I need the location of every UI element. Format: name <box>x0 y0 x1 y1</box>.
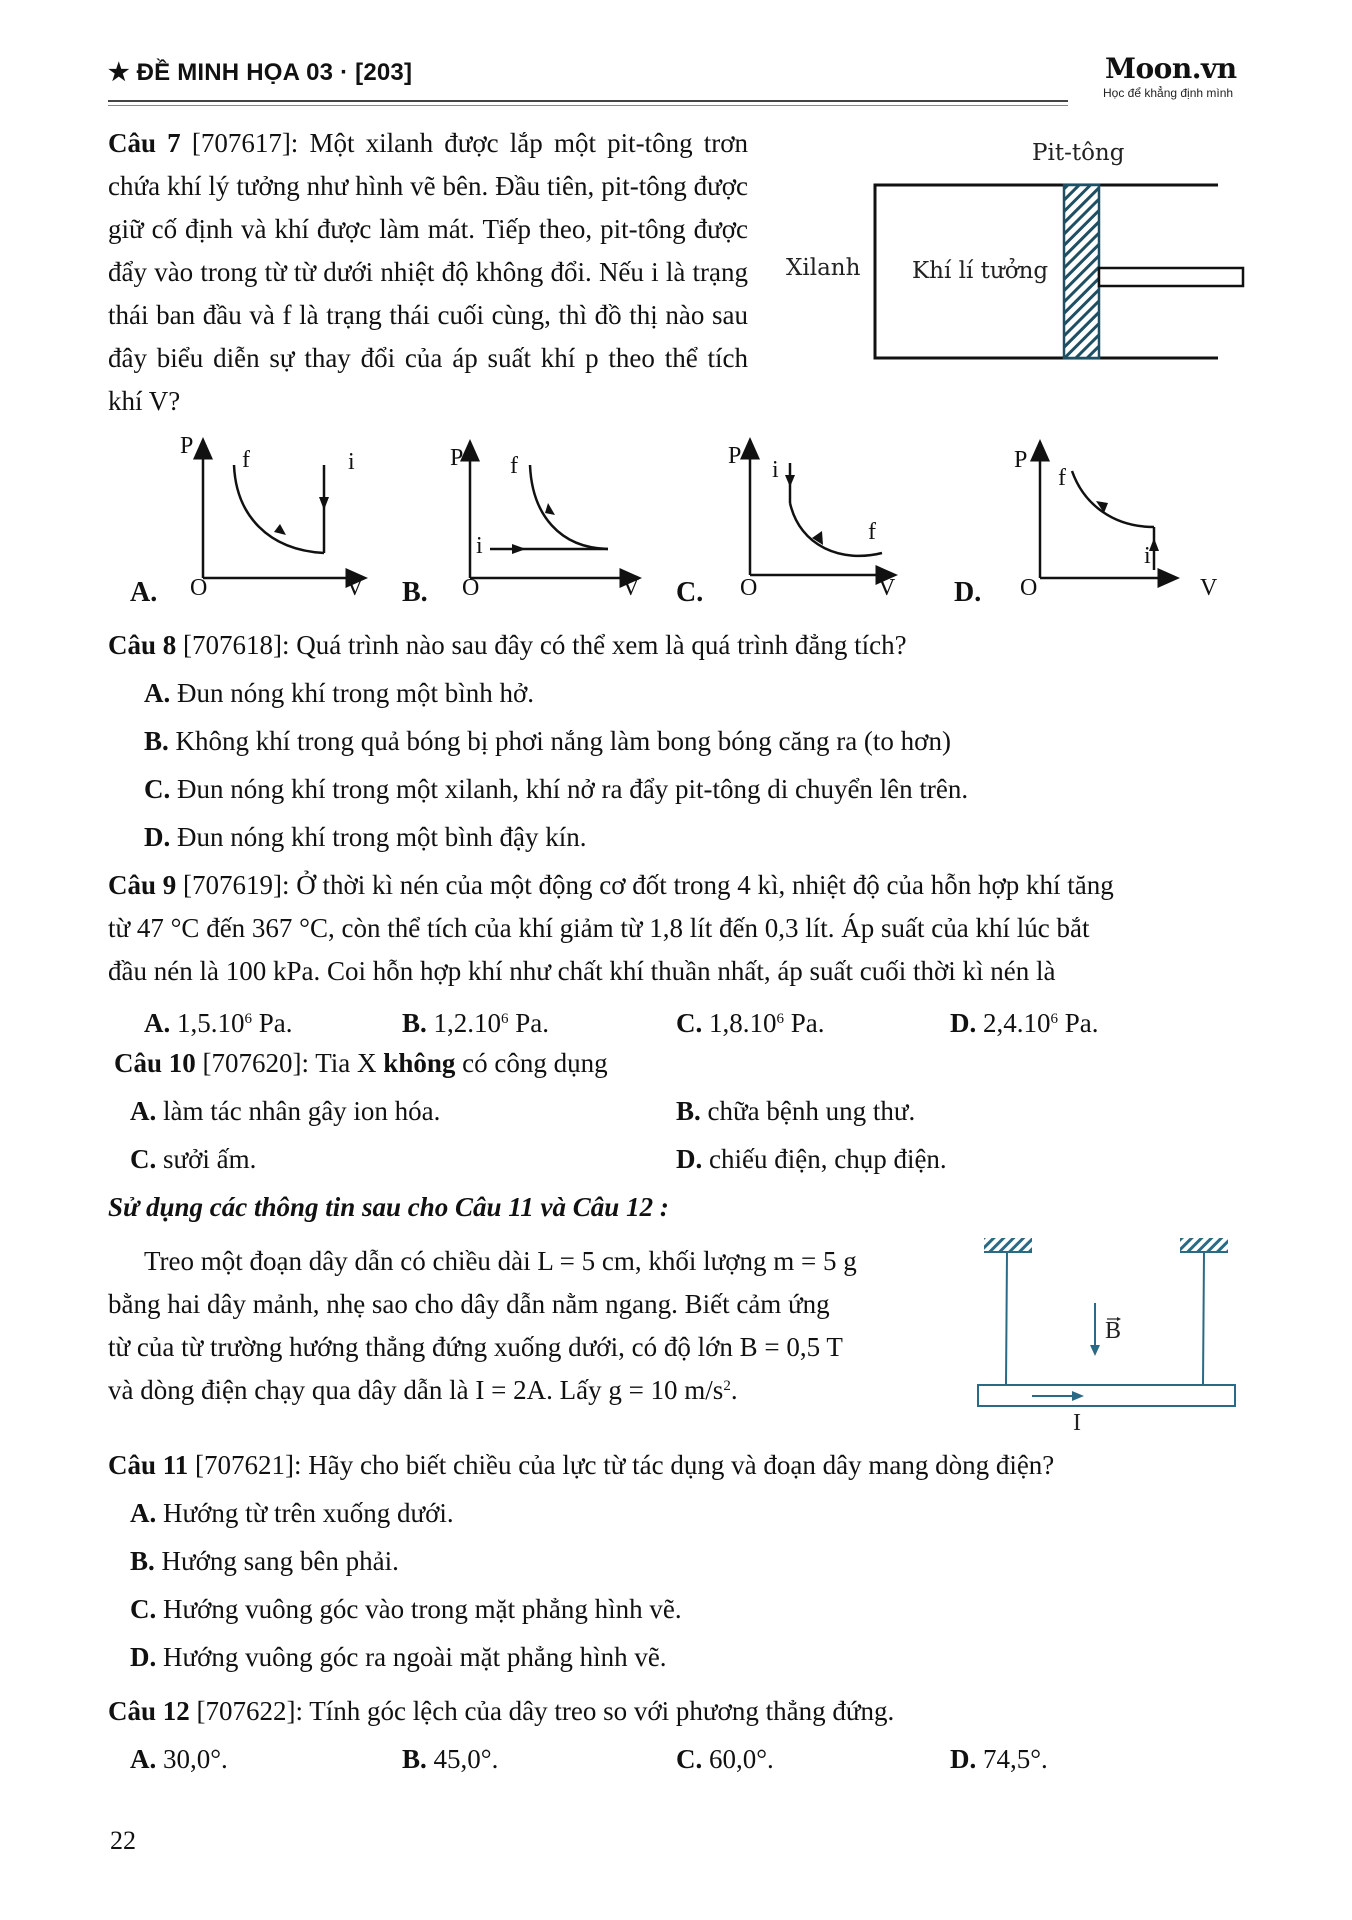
option-letter: C. <box>130 1594 157 1624</box>
shared-info-heading: Sử dụng các thông tin sau cho Câu 11 và Câu 12 : <box>108 1192 669 1222</box>
option-letter: A. <box>144 678 171 708</box>
field-b-label: B <box>1105 1318 1122 1344</box>
q10-option-b[interactable] <box>676 1090 915 1133</box>
choice-letter: A. <box>130 577 158 608</box>
question-7 <box>108 122 748 423</box>
option-text: 1,5.10 <box>177 1008 245 1038</box>
question-label: Câu 8 <box>108 630 177 660</box>
axis-v-label: V <box>1200 575 1218 601</box>
option-letter: D. <box>950 1744 977 1774</box>
question-label: Câu 11 <box>108 1450 189 1480</box>
option-letter: C. <box>130 1144 157 1174</box>
page-header-title <box>108 58 412 87</box>
question-id: [707620]: <box>202 1048 309 1078</box>
exponent: 2 <box>723 1378 731 1394</box>
option-letter: B. <box>676 1096 701 1126</box>
q10-option-a[interactable] <box>130 1090 440 1133</box>
unit: Pa. <box>784 1008 825 1038</box>
q8-option-c[interactable] <box>144 768 968 811</box>
choice-letter: C. <box>676 577 704 608</box>
header-rule <box>108 100 1068 106</box>
option-letter: B. <box>402 1008 427 1038</box>
option-text: 1,2.10 <box>433 1008 502 1038</box>
option-letter: B. <box>130 1546 155 1576</box>
origin-label: O <box>462 575 480 601</box>
q8-option-d[interactable] <box>144 816 586 859</box>
graph-choice-a[interactable] <box>128 435 378 610</box>
option-text: Hướng từ trên xuống dưới. <box>163 1498 454 1528</box>
star-icon: ★ <box>108 59 130 86</box>
cylinder-piston-diagram <box>770 130 1270 370</box>
state-f-label: f <box>868 519 876 545</box>
option-letter: B. <box>402 1744 427 1774</box>
option-letter: D. <box>676 1144 703 1174</box>
state-f-label: f <box>242 447 250 473</box>
option-text: 2,4.10 <box>983 1008 1051 1038</box>
exponent: 6 <box>244 1011 252 1027</box>
question-9 <box>108 864 1258 993</box>
exponent: 6 <box>776 1011 784 1027</box>
q11-option-a[interactable] <box>130 1492 454 1535</box>
hanging-wire-diagram <box>960 1230 1260 1440</box>
question-emphasis: không <box>383 1048 456 1078</box>
option-letter: D. <box>130 1642 157 1672</box>
option-letter: A. <box>130 1096 157 1126</box>
question-id: [707619]: <box>183 870 290 900</box>
question-12 <box>108 1690 894 1733</box>
info-line: Treo một đoạn dây dẫn có chiều dài L = 5 cm, khối lượng m = 5 g <box>144 1246 857 1276</box>
choice-letter: D. <box>954 577 982 608</box>
page-number: 22 <box>110 1826 136 1855</box>
unit: Pa. <box>508 1008 550 1038</box>
option-text: làm tác nhân gây ion hóa. <box>163 1096 441 1126</box>
graph-choice-c[interactable] <box>672 435 932 610</box>
origin-label: O <box>1020 575 1038 601</box>
question-text: Tia X <box>315 1048 377 1078</box>
q9-option-a[interactable] <box>144 1002 293 1045</box>
question-text: Quá trình nào sau đây có thể xem là quá trình đẳng tích? <box>296 630 907 660</box>
state-i-label: i <box>476 533 483 559</box>
piston-label: Pit-tông <box>1032 140 1125 166</box>
option-text: chiếu điện, chụp điện. <box>709 1144 947 1174</box>
option-letter: B. <box>144 726 169 756</box>
axis-p-label: P <box>728 443 742 469</box>
option-text: 30,0°. <box>163 1744 228 1774</box>
state-i-label: i <box>772 457 779 483</box>
q11-option-d[interactable] <box>130 1636 667 1679</box>
option-letter: A. <box>130 1744 157 1774</box>
axis-p-label: P <box>180 433 194 459</box>
state-i-label: i <box>1144 543 1151 569</box>
brand-logo: Moon.vn <box>1105 52 1237 85</box>
punctuation: . <box>730 1375 738 1405</box>
option-text: Đun nóng khí trong một xilanh, khí nở ra đẩy pit-tông di chuyển lên trên. <box>177 774 969 804</box>
q11-option-c[interactable] <box>130 1588 682 1631</box>
option-letter: A. <box>130 1498 157 1528</box>
q9-option-d[interactable] <box>950 1002 1099 1045</box>
q9-option-b[interactable] <box>402 1002 549 1045</box>
option-letter: C. <box>144 774 171 804</box>
axis-v-label: V <box>622 575 640 601</box>
question-10 <box>114 1042 608 1085</box>
exam-title: ĐỀ MINH HỌA 03 · [203] <box>136 59 413 86</box>
origin-label: O <box>740 575 758 601</box>
option-text: 74,5°. <box>983 1744 1048 1774</box>
exponent: 6 <box>501 1011 509 1027</box>
option-text: 1,8.10 <box>709 1008 777 1038</box>
q10-option-c[interactable] <box>130 1138 256 1181</box>
option-text: 45,0°. <box>433 1744 499 1774</box>
state-f-label: f <box>510 453 518 479</box>
cylinder-label: Xilanh <box>786 255 861 281</box>
question-text: Tính góc lệch của dây treo so với phương thẳng đứng. <box>309 1696 895 1726</box>
option-text: Hướng vuông góc vào trong mặt phẳng hình vẽ. <box>163 1594 682 1624</box>
unit: Pa. <box>1058 1008 1099 1038</box>
option-text: Hướng vuông góc ra ngoài mặt phẳng hình vẽ. <box>163 1642 667 1672</box>
axis-p-label: P <box>1014 447 1028 473</box>
option-text: Không khí trong quả bóng bị phơi nắng làm bong bóng căng ra (to hơn) <box>175 726 951 756</box>
state-f-label: f <box>1058 465 1066 491</box>
q8-option-a[interactable] <box>144 672 534 715</box>
axis-p-label: P <box>450 445 464 471</box>
q8-option-b[interactable] <box>144 720 951 763</box>
info-line: và dòng điện chạy qua dây dẫn là I = 2A. Lấy g = 10 m/s <box>108 1375 724 1405</box>
option-text: Hướng sang bên phải. <box>161 1546 399 1576</box>
option-text: Đun nóng khí trong một bình hở. <box>177 678 535 708</box>
option-text: 60,0°. <box>709 1744 774 1774</box>
question-8 <box>108 624 907 667</box>
option-letter: D. <box>144 822 171 852</box>
graph-choice-b[interactable] <box>400 435 650 610</box>
option-letter: A. <box>144 1008 171 1038</box>
question-label: Câu 9 <box>108 870 177 900</box>
info-line: bằng hai dây mảnh, nhẹ sao cho dây dẫn nằm ngang. Biết cảm ứng <box>108 1289 830 1319</box>
option-letter: C. <box>676 1744 703 1774</box>
state-i-label: i <box>348 449 355 475</box>
question-label: Câu 7 <box>108 128 181 158</box>
q9-option-c[interactable] <box>676 1002 825 1045</box>
question-id: [707621]: <box>195 1450 302 1480</box>
option-text: sưởi ấm. <box>163 1144 257 1174</box>
question-id: [707622]: <box>196 1696 303 1726</box>
axis-v-label: V <box>878 575 896 601</box>
option-letter: D. <box>950 1008 977 1038</box>
exponent: 6 <box>1050 1011 1058 1027</box>
q12-option-c[interactable] <box>676 1738 774 1781</box>
question-text: Hãy cho biết chiều của lực từ tác dụng và đoạn dây mang dòng điện? <box>308 1450 1055 1480</box>
q12-option-d[interactable] <box>950 1738 1048 1781</box>
shared-info-text <box>108 1240 948 1412</box>
choice-letter: B. <box>402 577 428 608</box>
brand-tagline: Học để khẳng định mình <box>1103 86 1234 100</box>
info-line: từ của từ trường hướng thẳng đứng xuống dưới, có độ lớn B = 0,5 T <box>108 1332 843 1362</box>
question-text: Một xilanh được lắp một pit-tông trơn chứa khí lý tưởng như hình vẽ bên. Đầu tiên, pit-tông được giữ cố định và khí được làm mát. Tiếp theo, pit-tông được đẩy vào trong từ từ dưới nhiệt độ không đổi. Nếu i là trạng thái ban đầu và f là trạng thái cuối cùng, thì đồ thị nào sau đây biểu diễn sự thay đổi của áp suất khí p theo thể tích khí V? <box>108 128 749 416</box>
question-text-line: đầu nén là 100 kPa. Coi hỗn hợp khí như chất khí thuần nhất, áp suất cuối thời kì nén là <box>108 956 1056 986</box>
q11-option-b[interactable] <box>130 1540 399 1583</box>
q12-option-b[interactable] <box>402 1738 498 1781</box>
question-text-line: từ 47 °C đến 367 °C, còn thể tích của khí giảm từ 1,8 lít đến 0,3 lít. Áp suất của khí lúc bắt <box>108 913 1090 943</box>
q12-option-a[interactable] <box>130 1738 228 1781</box>
question-id: [707618]: <box>183 630 290 660</box>
graph-choice-d[interactable] <box>954 435 1234 610</box>
axis-v-label: V <box>346 575 364 601</box>
unit: Pa. <box>252 1008 293 1038</box>
question-label: Câu 10 <box>114 1048 196 1078</box>
question-11 <box>108 1444 1054 1487</box>
gas-label: Khí lí tưởng <box>912 258 1049 284</box>
question-text-line: Ở thời kì nén của một động cơ đốt trong 4 kì, nhiệt độ của hỗn hợp khí tăng <box>296 870 1114 900</box>
question-text: có công dụng <box>462 1048 608 1078</box>
option-text: chữa bệnh ung thư. <box>707 1096 916 1126</box>
option-letter: C. <box>676 1008 703 1038</box>
question-id: [707617]: <box>191 128 299 158</box>
question-label: Câu 12 <box>108 1696 190 1726</box>
option-text: Đun nóng khí trong một bình đậy kín. <box>177 822 587 852</box>
q10-option-d[interactable] <box>676 1138 947 1181</box>
origin-label: O <box>190 575 208 601</box>
current-i-label: I <box>1073 1410 1081 1436</box>
